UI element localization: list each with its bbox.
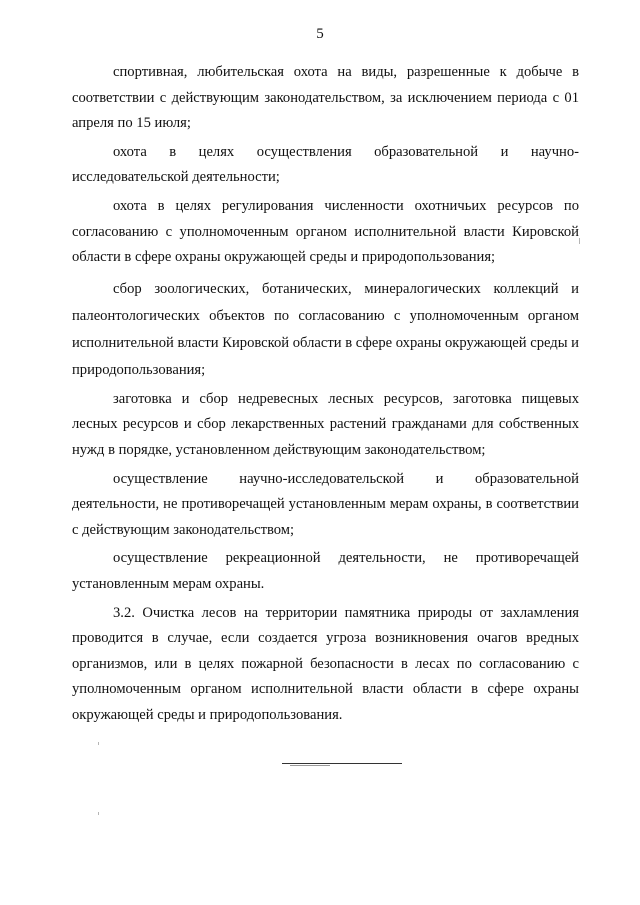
paragraph-forest-resources: заготовка и сбор недревесных лесных ресурсов, заготовка пищевых лесных ресурсов и сбор лекарственных растений гражданами для собственных нужд в порядке, установленном действующим законодательством; [72,390,579,458]
document-body [72,60,579,728]
paragraph-regulation-hunting: охота в целях регулирования численности охотничьих ресурсов по согласованию с уполномоченным органом исполнительной власти Кировской области в сфере охраны окружающей среды и природопользования; [72,197,579,266]
scan-speck [579,238,580,244]
paragraph-sport-hunting: спортивная, любительская охота на виды, разрешенные к добыче в соответствии с действующим законодательством, за исключением периода с 01 апреля по 15 июля; [72,64,579,132]
paragraph-research-activity: осуществление научно-исследовательской и образовательной деятельности, не противоречащей установленным мерам охраны, в соответствии с действующим законодательством; [72,470,579,538]
paragraph-forest-cleaning: 3.2. Очистка лесов на территории памятника природы от захламления проводится в случае, если создается угроза возникновения очагов вредных организмов, или в целях пожарной безопасности в лесах по согласованию с уполномоченным органом исполнительной власти области в сфере охраны окружающей среды и природопользования. [72,604,579,723]
page-number: 5 [316,26,324,42]
paragraph-recreation: осуществление рекреационной деятельности, не противоречащей установленным мерам охраны. [72,550,579,592]
paragraph-research-hunting: охота в целях осуществления образовательной и научно-исследовательской деятельности; [72,143,579,186]
closing-rule [282,763,402,764]
closing-rule-mark [290,765,330,766]
scan-speck [98,742,99,745]
paragraph-collections: сбор зоологических, ботанических, минералогических коллекций и палеонтологических объектов по согласованию с уполномоченным органом исполнительной власти Кировской области в сфере охраны окружающей среды и природопользования; [72,280,579,378]
scan-speck [98,812,99,815]
